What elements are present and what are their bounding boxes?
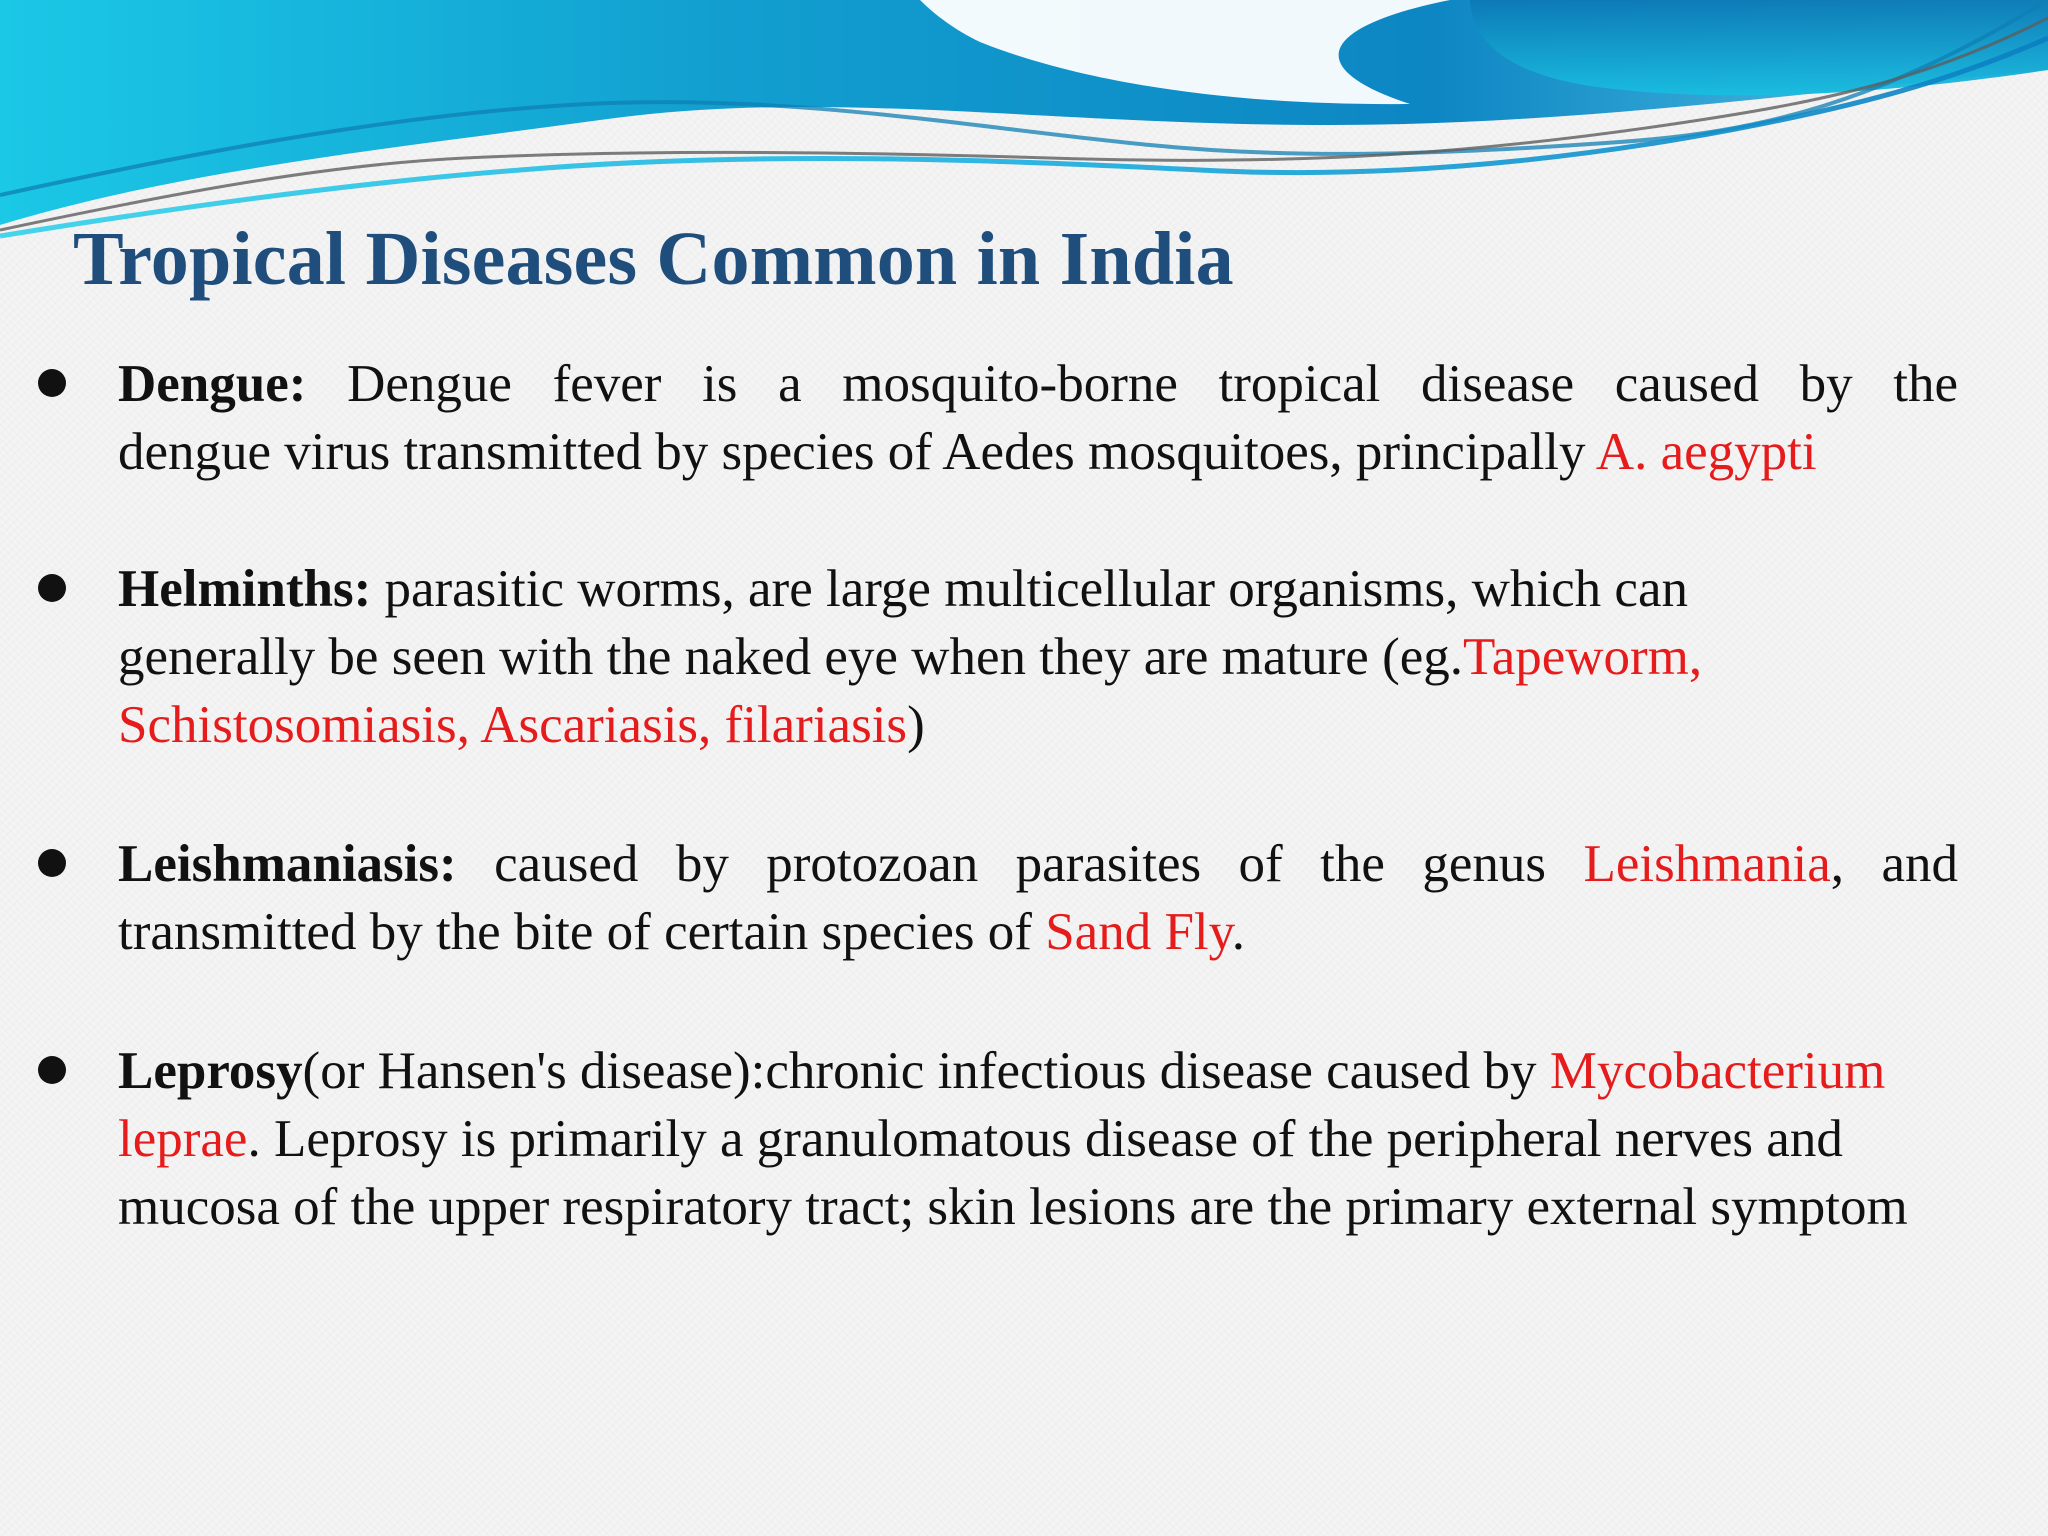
dengue-description-2: dengue virus transmitted by species of Aedes mosquitoes, principally — [118, 423, 1596, 481]
mycobacterium-name: Mycobacterium — [1549, 1042, 1886, 1100]
leishmaniasis-line-1 — [118, 830, 1958, 898]
list-item-dengue — [118, 350, 1958, 486]
list-item-helminths — [118, 555, 1958, 759]
page-title: Tropical Diseases Common in India — [73, 217, 1234, 301]
leishmaniasis-description-1a: caused by protozoan parasites of the genus — [494, 835, 1584, 893]
helminths-closing-paren: ) — [907, 696, 925, 754]
leishmaniasis-description-2a: transmitted by the bite of certain species of — [118, 903, 1046, 961]
dengue-vector-name: A. aegypti — [1595, 423, 1817, 481]
bullet-icon — [38, 574, 66, 602]
sand-fly-name: Sand Fly — [1045, 903, 1232, 961]
dengue-term: Dengue: — [118, 355, 307, 413]
helminths-description-2: generally be seen with the naked eye when they are mature (eg. — [118, 628, 1464, 686]
list-item-leprosy — [118, 1037, 1958, 1241]
helminths-line-3 — [118, 691, 1958, 759]
bullet-icon — [38, 369, 66, 397]
helminths-line-1 — [118, 555, 1958, 623]
bullet-icon — [38, 849, 66, 877]
bullet-icon — [38, 1056, 66, 1084]
leprosy-description-3: mucosa of the upper respiratory tract; skin lesions are the primary external symptom — [118, 1178, 1908, 1236]
leprosy-description-2: . Leprosy is primarily a granulomatous disease of the peripheral nerves and — [247, 1110, 1843, 1168]
dengue-line-2 — [118, 418, 1958, 486]
dengue-description-1: Dengue fever is a mosquito-borne tropical disease caused by the — [347, 355, 1958, 413]
leishmania-name: Leishmania — [1583, 835, 1831, 893]
leprosy-term: Leprosy — [118, 1042, 303, 1100]
leprosy-line-2 — [118, 1105, 1958, 1173]
leishmaniasis-term: Leishmaniasis: — [118, 835, 457, 893]
leprosy-line-1 — [118, 1037, 1958, 1105]
list-item-leishmaniasis — [118, 830, 1958, 966]
leprosy-description-1: (or Hansen's disease):chronic infectious disease caused by — [302, 1042, 1550, 1100]
helminths-line-2 — [118, 623, 1958, 691]
leprae-name: leprae — [118, 1110, 248, 1168]
leishmaniasis-description-2b: . — [1231, 903, 1245, 961]
leishmaniasis-description-1b: , and — [1830, 835, 1959, 893]
leprosy-line-3 — [118, 1173, 1958, 1241]
helminths-description-1: parasitic worms, are large multicellular organisms, which can — [384, 560, 1688, 618]
dengue-line-1 — [118, 350, 1958, 418]
leishmaniasis-line-2 — [118, 898, 1958, 966]
helminths-examples-1: Tapeworm, — [1463, 628, 1703, 686]
helminths-examples-2: Schistosomiasis, Ascariasis, filariasis — [118, 696, 908, 754]
helminths-term: Helminths: — [118, 560, 372, 618]
